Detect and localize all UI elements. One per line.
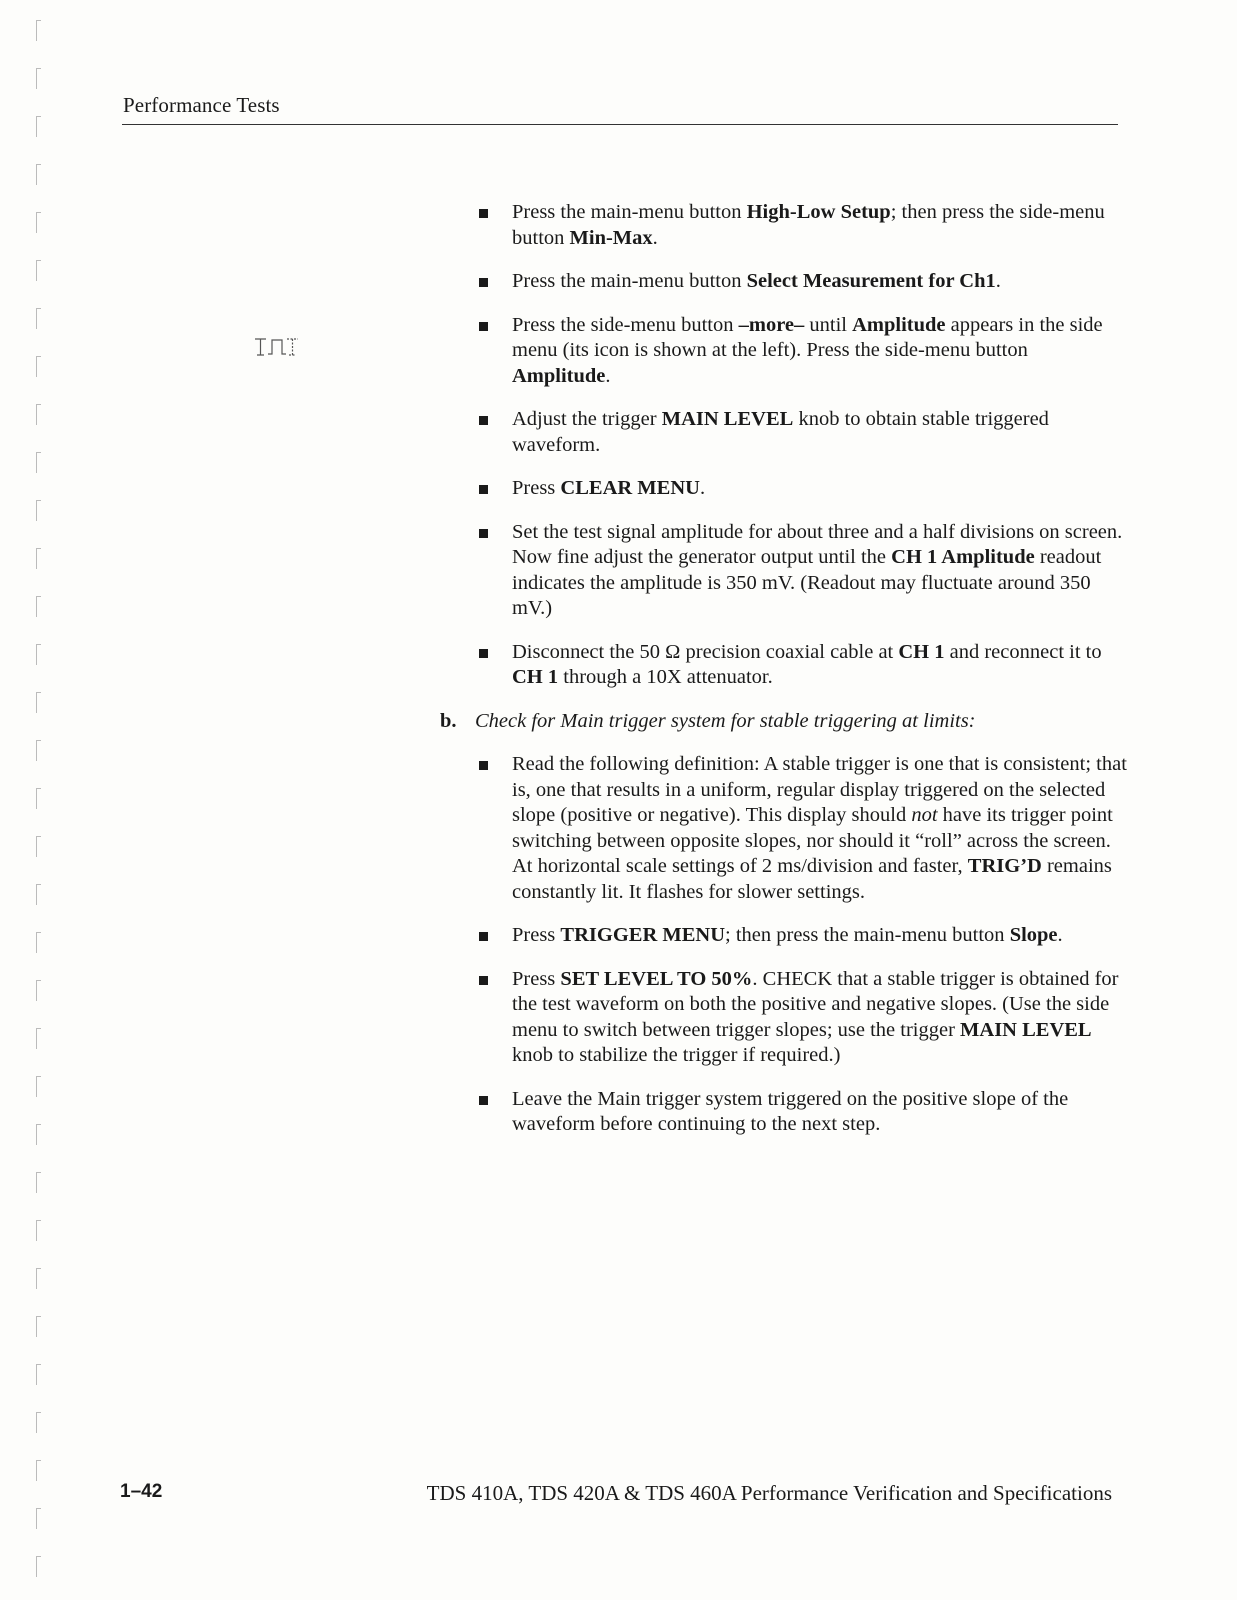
bullet-square-icon [479,1096,488,1105]
bold-term: Amplitude [512,364,606,387]
list-item [440,967,1130,1069]
text-run: through a 10X attenuator. [558,666,773,688]
list-item [440,923,1130,949]
edge-mark [36,452,41,473]
edge-mark [36,68,41,89]
edge-mark [36,116,41,137]
edge-mark [36,212,41,233]
list-item [440,1087,1130,1138]
edge-mark [36,404,41,425]
text-run: Leave the Main trigger system triggered on the positive slope of the waveform before continuing to the next step. [512,1087,1069,1135]
text-run: knob to stabilize the trigger if required.) [512,1044,841,1066]
list-item [440,476,1130,502]
bold-term: Select Measurement for Ch1 [746,270,996,292]
bullet-square-icon [479,932,488,941]
bullet-list-a [440,200,1130,691]
text-run: Press the side-menu button [512,313,739,336]
list-item [440,313,1130,390]
edge-mark [36,1460,41,1481]
text-run: . [1057,924,1063,946]
edge-mark [36,980,41,1001]
bullet-square-icon [479,278,488,287]
edge-mark [36,308,41,329]
bullet-square-icon [479,209,488,218]
bold-term: Min-Max [569,226,653,249]
text-run: Press [512,967,561,990]
edge-mark [36,500,41,521]
list-item [440,269,1130,295]
text-run: have its trigger point switching between opposite slopes, nor should it “roll” across the screen. At horizontal scale settings of 2 ms/division and faster, [512,804,1113,877]
list-item [440,520,1130,622]
edge-mark [36,692,41,713]
footer-document-title: TDS 410A, TDS 420A & TDS 460A Performance Verification and Specifications [426,1481,1112,1505]
text-run: . [652,226,658,249]
bullet-square-icon [479,529,488,538]
edge-mark [36,164,41,185]
bullet-square-icon [479,761,488,770]
bold-term: TRIG’D [967,855,1042,877]
text-run: . [699,477,706,499]
bold-term: TRIGGER MENU [560,924,726,946]
edge-mark [36,1316,41,1337]
edge-mark [36,356,41,377]
bold-term: CH 1 [512,666,559,688]
text-run: and reconnect it to [944,640,1102,663]
bold-term: MAIN LEVEL [661,408,794,430]
text-run: readout indicates the amplitude is 350 mV. (Readout may fluctuate around 350 mV.) [512,546,1102,619]
text-run: ; then press the side-menu button [512,201,1105,249]
text-run: Press [512,924,561,946]
bold-term: SET LEVEL TO 50% [560,967,753,990]
text-run: Adjust the trigger [512,408,662,430]
text-run: Press [512,477,561,499]
bullet-square-icon [479,976,488,985]
list-item [440,752,1130,905]
text-run: . [995,270,1001,292]
text-run: Set the test signal amplitude for about three and a half divisions on screen. Now fine adjust the generator output until the [512,520,1123,568]
header-rule [122,124,1118,125]
procedure-content [440,200,1130,1156]
list-item [440,640,1130,691]
edge-mark [36,548,41,569]
text-run: Press the main-menu button [512,201,747,223]
amplitude-measurement-icon [254,337,300,357]
bold-term: Amplitude [852,313,946,336]
edge-mark [36,1076,41,1097]
edge-mark [36,1268,41,1289]
edge-mark [36,1220,41,1241]
edge-mark [36,1028,41,1049]
edge-mark [36,596,41,617]
edge-mark [36,1124,41,1145]
bold-term: CH 1 [898,640,945,663]
text-run: . CHECK that a stable trigger is obtained for the test waveform on both the positive and negative slopes. (Use the side menu to switch between trigger slopes; use the trigger [512,967,1119,1041]
text-run: . [605,364,611,387]
edge-mark [36,836,41,857]
bold-term: CH 1 Amplitude [891,546,1035,568]
text-run: remains constantly lit. It flashes for slower settings. [512,855,1112,903]
edge-mark [36,1172,41,1193]
edge-mark [36,644,41,665]
bullet-list-b [440,752,1130,1138]
edge-mark [36,1412,41,1433]
text-run: Press the main-menu button [512,270,747,292]
bullet-square-icon [479,485,488,494]
text-run: appears in the side menu (its icon is shown at the left). Press the side-menu button [512,313,1103,361]
step-b-label: b. [440,709,457,732]
list-item [440,200,1130,251]
text-run: ; then press the main-menu button [725,924,1010,946]
bullet-square-icon [479,649,488,658]
page-header-title: Performance Tests [123,93,280,117]
step-b [440,709,1130,735]
edge-mark [36,740,41,761]
list-item [440,407,1130,458]
edge-mark [36,1508,41,1529]
text-run: knob to obtain stable triggered waveform. [512,408,1049,456]
bold-term: MAIN LEVEL [960,1018,1092,1041]
edge-mark [36,884,41,905]
footer-page-number: 1–42 [120,1481,163,1502]
edge-mark [36,20,41,41]
bullet-square-icon [479,322,488,331]
edge-mark [36,788,41,809]
edge-mark [36,1364,41,1385]
edge-mark [36,932,41,953]
step-b-text: Check for Main trigger system for stable triggering at limits: [475,709,976,732]
edge-mark [36,1556,41,1577]
bold-term: Slope [1009,924,1058,946]
page-edge-marks [36,0,46,1600]
text-run: Read the following definition: A stable trigger is one that is consistent; that is, one that results in a uniform, regular display triggered on the selected slope (positive or negative). This display should [512,753,1127,826]
text-run: Disconnect the 50 Ω precision coaxial cable at [512,640,899,663]
edge-mark [36,260,41,281]
bullet-square-icon [479,416,488,425]
emphasis-text: not [911,804,938,826]
text-run: until [804,313,853,336]
bold-term: CLEAR MENU [560,477,700,499]
bold-term: High-Low Setup [746,201,891,223]
bold-term: –more– [738,313,805,336]
